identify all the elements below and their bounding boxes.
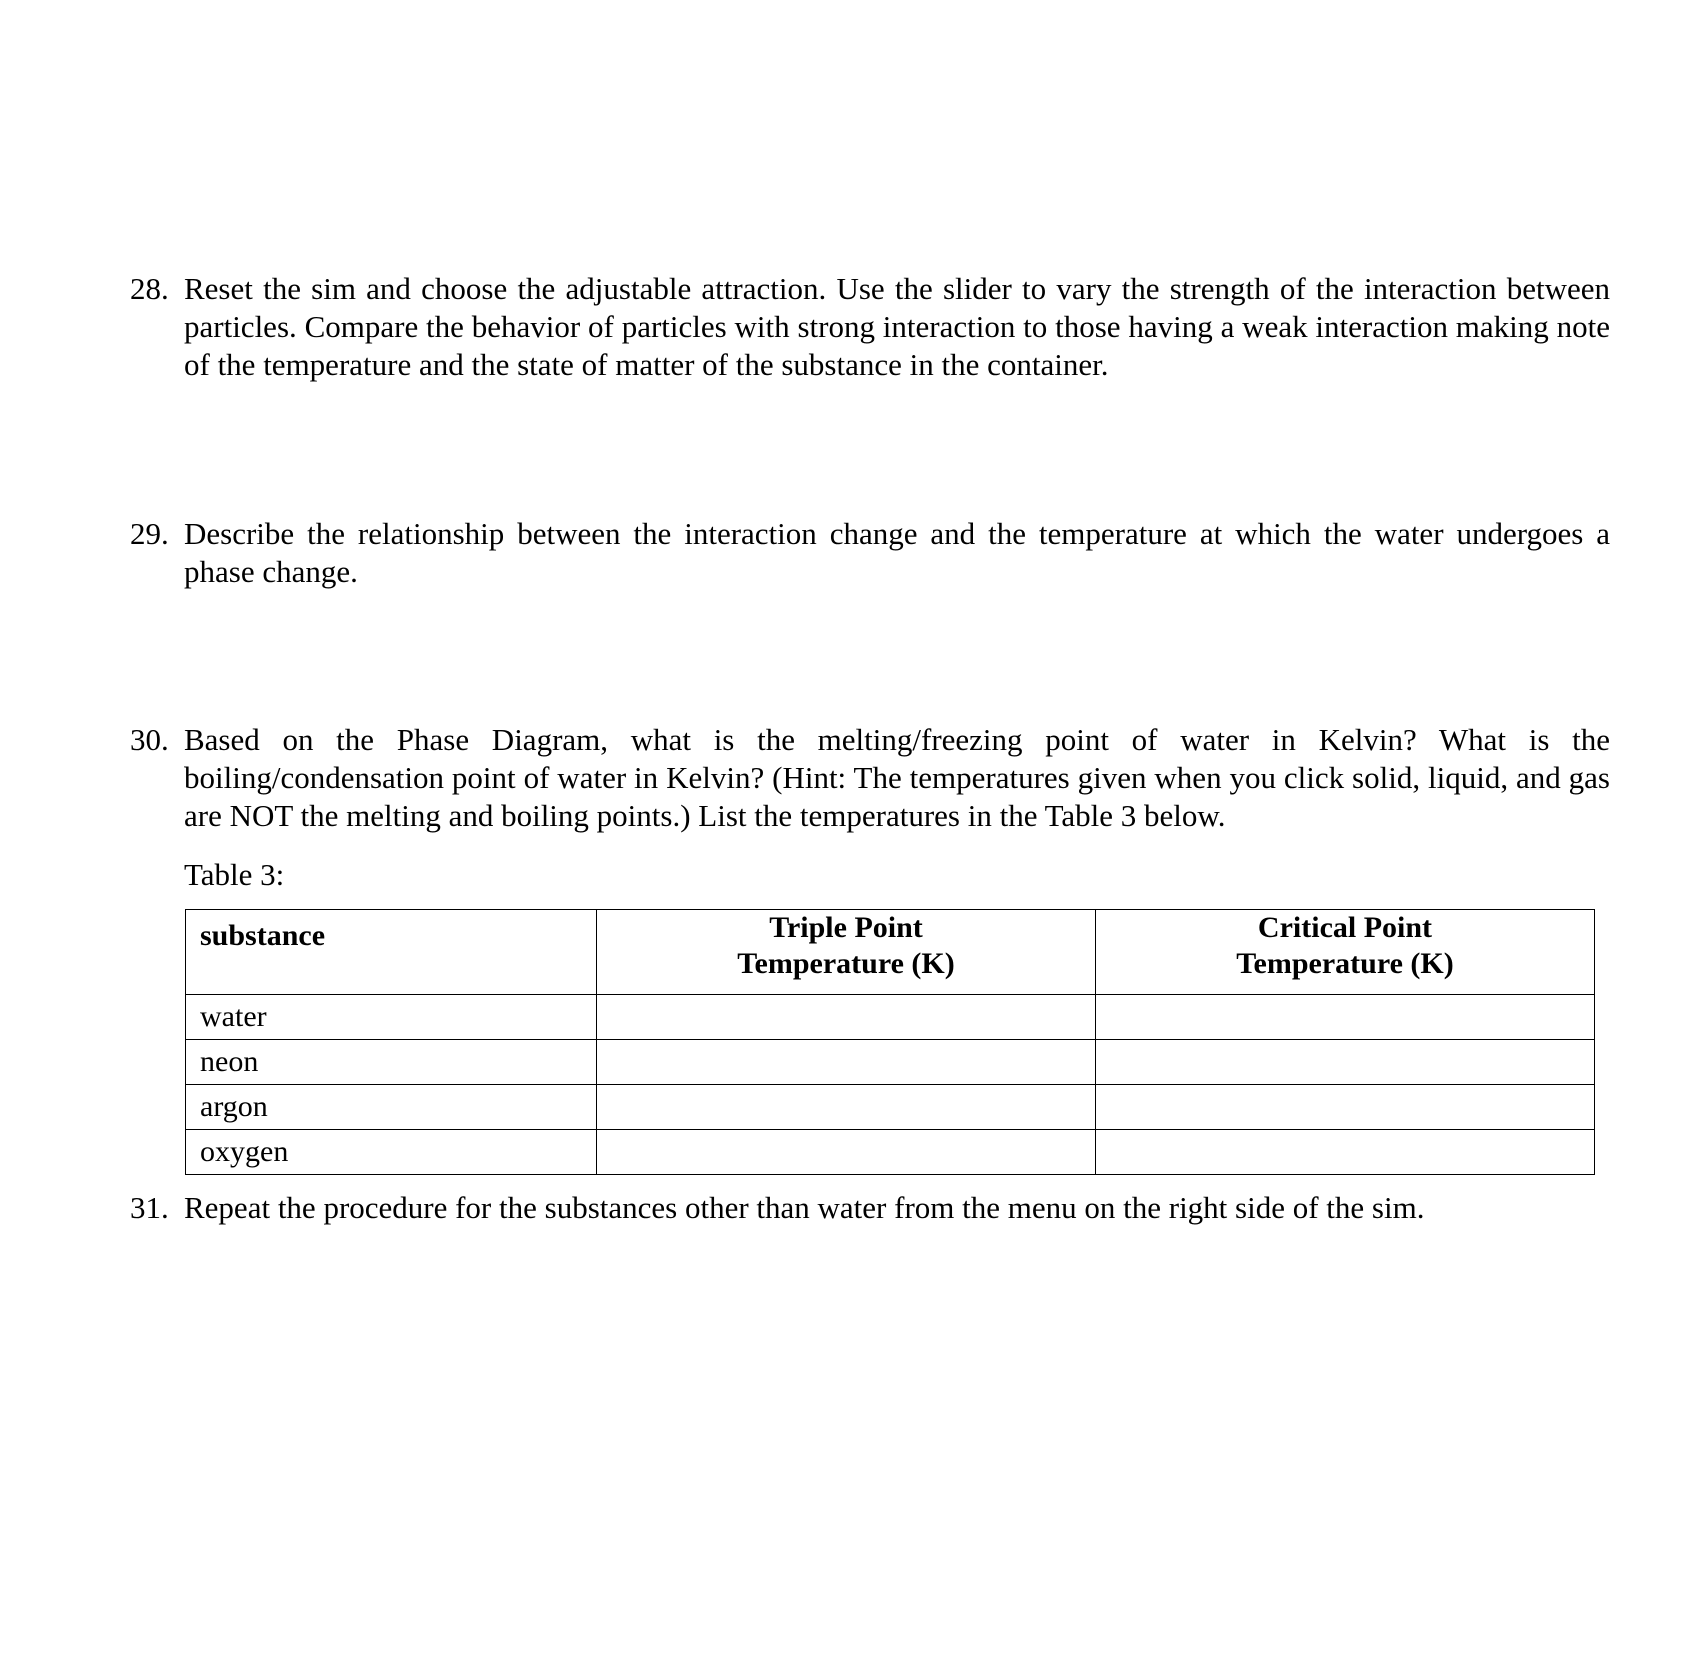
question-number: 30.	[130, 722, 169, 757]
question-text: Repeat the procedure for the substances other than water from the menu on the right side of the sim.	[184, 1190, 1425, 1225]
cell-substance: argon	[186, 1085, 597, 1130]
cell-substance: neon	[186, 1040, 597, 1085]
question-number: 28.	[130, 271, 169, 306]
cell-critical-point[interactable]	[1096, 1130, 1595, 1175]
header-substance: substance	[186, 910, 597, 995]
question-text: Describe the relationship between the interaction change and the temperature at which the water undergoes a phase change.	[184, 516, 1610, 589]
question-30	[130, 721, 1610, 835]
question-text: Based on the Phase Diagram, what is the melting/freezing point of water in Kelvin? What is the boiling/condensation point of water in Kelvin? (Hint: The temperatures given when you click solid, liquid, and gas are NOT the melting and boiling points.) List the temperatures in the Table 3 below.	[184, 722, 1610, 833]
cell-triple-point[interactable]	[597, 1040, 1096, 1085]
question-text: Reset the sim and choose the adjustable attraction. Use the slider to vary the strength of the interaction between particles. Compare the behavior of particles with strong interaction to those having a weak interaction making note of the temperature and the state of matter of the substance in the container.	[184, 271, 1610, 382]
question-29	[130, 515, 1610, 591]
table-row	[186, 1085, 1595, 1130]
cell-substance: oxygen	[186, 1130, 597, 1175]
table-row	[186, 995, 1595, 1040]
cell-critical-point[interactable]	[1096, 1085, 1595, 1130]
header-triple-point	[597, 910, 1096, 995]
header-triple-line2: Temperature (K)	[737, 947, 955, 980]
header-critical-line2: Temperature (K)	[1236, 947, 1454, 980]
cell-triple-point[interactable]	[597, 995, 1096, 1040]
question-number: 31.	[130, 1190, 169, 1225]
table-row	[186, 1130, 1595, 1175]
cell-triple-point[interactable]	[597, 1130, 1096, 1175]
question-number: 29.	[130, 516, 169, 551]
header-critical-point	[1096, 910, 1595, 995]
header-critical-line1: Critical Point	[1257, 911, 1433, 944]
cell-substance: water	[186, 995, 597, 1040]
header-triple-line1: Triple Point	[769, 911, 923, 944]
cell-critical-point[interactable]	[1096, 995, 1595, 1040]
question-28	[130, 270, 1610, 384]
table-header-row	[186, 910, 1595, 995]
question-31	[130, 1189, 1610, 1227]
cell-critical-point[interactable]	[1096, 1040, 1595, 1085]
cell-triple-point[interactable]	[597, 1085, 1096, 1130]
temperature-table	[185, 909, 1595, 1175]
table-caption: Table 3:	[184, 857, 285, 892]
table-row	[186, 1040, 1595, 1085]
